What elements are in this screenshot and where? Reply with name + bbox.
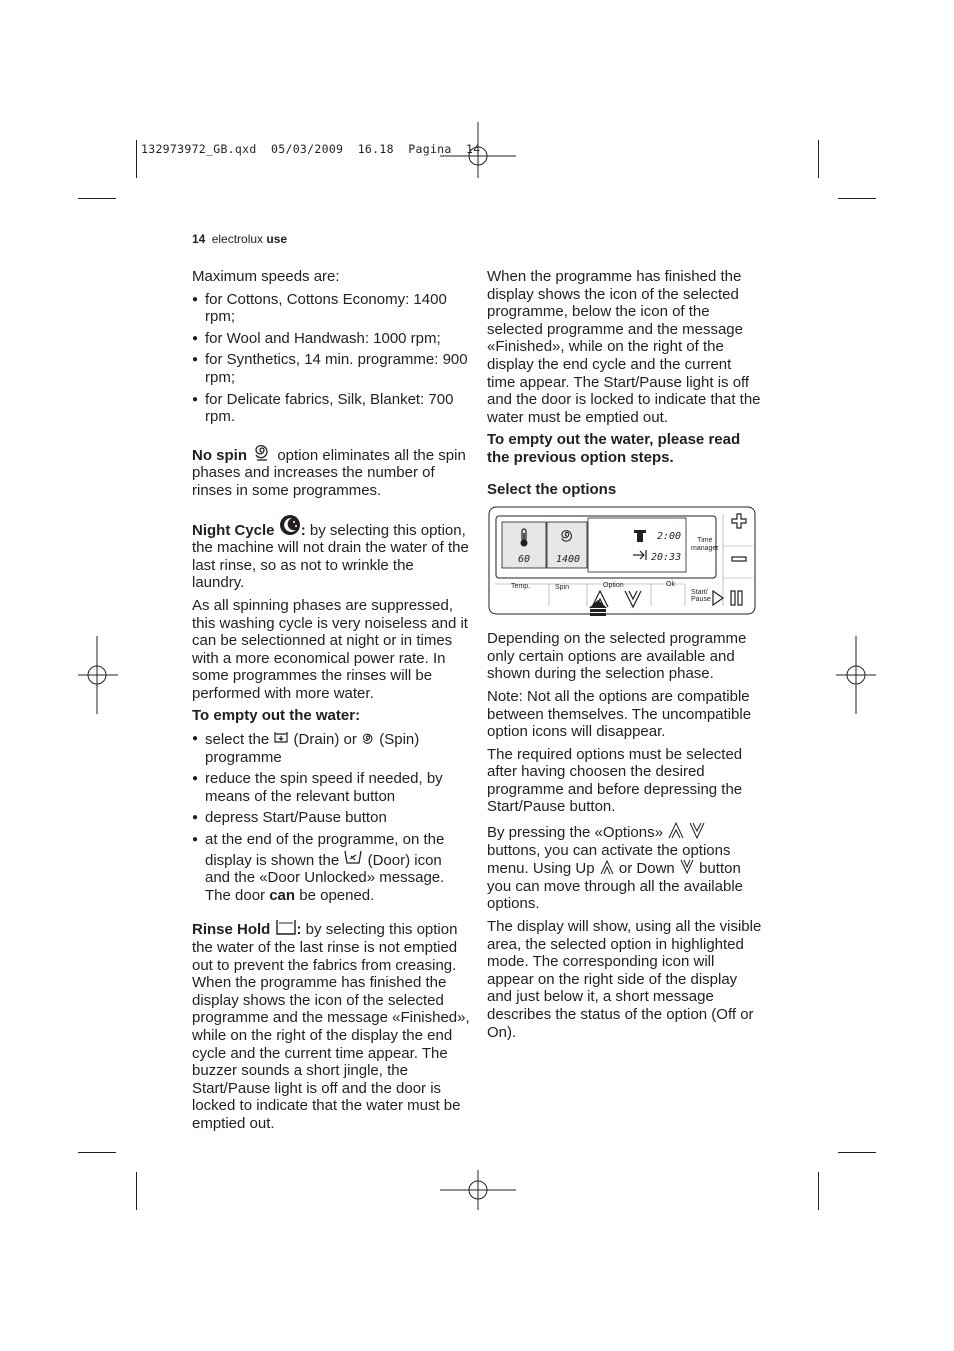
spin-label: Spin — [555, 584, 570, 592]
drain-icon — [273, 730, 289, 746]
empty-step: ● reduce the spin speed if needed, by means of the relevant button — [192, 770, 470, 805]
options-text: buttons, you can activate the options menu. Using Up — [487, 841, 731, 878]
empty-step-text: be opened. — [295, 886, 375, 904]
empty-step-text: (Drain) or — [289, 731, 362, 749]
empty-step-text: select the — [205, 731, 274, 749]
select-options-title: Select the options — [487, 480, 617, 498]
left-column — [192, 268, 470, 1138]
spin-icon — [559, 528, 575, 544]
options-text: or Down — [614, 860, 679, 878]
control-panel-illustration — [487, 504, 757, 616]
no-spin-title: No spin — [192, 446, 247, 464]
down-arrow-icon — [679, 859, 695, 875]
empty-step-text: (Spin) programme — [205, 731, 420, 766]
time-manager-label — [691, 537, 719, 553]
registration-mark-right — [836, 636, 876, 714]
rinse-hold-colon: : — [296, 921, 302, 939]
options-paragraph-4 — [487, 821, 762, 913]
up-arrow-icon — [599, 859, 615, 875]
rinse-hold-text: by selecting this option the water of the last rinse is not emptied out to prevent the fabrics from creasing. When the programme has finished the display shows the icon of the selected programme and the message «Finished», while on the right of the display the end cycle and the current time appear. The buzzer sounds a short jingle, the Start/Pause light is off and the door is locked to indicate that the water must be emptied out. — [192, 921, 470, 1132]
spin-icon — [361, 732, 375, 746]
options-paragraph-1: Depending on the selected programme only certain options are available and shown during the selection phase. — [487, 630, 747, 683]
time-current-value: 20:33 — [651, 552, 682, 564]
night-cycle-paragraph — [192, 514, 470, 592]
options-paragraph-5: The display will show, using all the visible area, the selected option in highlighted mode. The corresponding icon will appear on the right side of the display and just below it, a short message describes the status of the option (Off or On). — [487, 918, 762, 1041]
ok-label: Ok — [666, 581, 675, 589]
empty-step-text: at the end of the programme, on the display is shown the — [205, 831, 445, 869]
rinse-hold-paragraph — [192, 918, 470, 1132]
crop-mark — [818, 1172, 819, 1210]
programme-icon — [632, 529, 648, 543]
crop-mark — [136, 1172, 137, 1210]
plus-button[interactable] — [731, 513, 747, 529]
speed-item: ● for Wool and Handwash: 1000 rpm; — [192, 330, 470, 348]
crop-mark — [838, 1152, 876, 1153]
speed-item: ● for Delicate fabrics, Silk, Blanket: 700 rpm. — [192, 391, 470, 426]
finished-paragraph: When the programme has finished the display shows the icon of the selected programme, below the icon of the selected programme and the message «Finished», while on the right of the display the end cycle and the current time appear. The Start/Pause light is off and the door is locked to indicate that the water must be emptied out. — [487, 268, 761, 426]
up-down-buttons-icon — [667, 821, 709, 839]
no-spin-paragraph — [192, 440, 470, 500]
night-cycle-text-2: As all spinning phases are suppressed, this washing cycle is very noiseless and it can be selectionned at night or in times with a more economical power rate. In some programmes the rinses will be performed with more water. — [192, 596, 468, 702]
start-pause-label-2: Pause — [691, 596, 711, 604]
spin-value: 1400 — [556, 554, 581, 566]
rinse-hold-icon — [275, 918, 297, 936]
speed-item: ● for Synthetics, 14 min. programme: 900 rpm; — [192, 351, 470, 386]
crop-mark — [818, 140, 819, 178]
time-end-value: 2:00 — [657, 531, 682, 543]
start-pause-button[interactable] — [711, 589, 755, 607]
minus-button[interactable] — [731, 555, 747, 563]
empty-step: ● depress Start/Pause button — [192, 809, 470, 827]
spin-icon — [251, 440, 273, 462]
options-paragraph-2: Note: Not all the options are compatible between themselves. The uncompatible option icons will disappear. — [487, 687, 752, 741]
empty-step — [192, 730, 470, 766]
options-text: button you can move through all the available options. — [487, 860, 743, 913]
registration-mark-left — [78, 636, 118, 714]
brand-name: electrolux — [211, 232, 264, 246]
night-cycle-title: Night Cycle — [192, 521, 275, 539]
page-number: 14 — [192, 232, 206, 246]
empty-step — [192, 831, 470, 904]
registration-mark-bottom — [440, 1170, 516, 1210]
start-pause-label-1: Start/ — [691, 589, 708, 597]
empty-water-title: To empty out the water: — [192, 707, 361, 725]
night-cycle-icon — [279, 514, 301, 536]
page-header — [192, 232, 287, 246]
night-cycle-colon: : — [300, 521, 306, 539]
temperature-value: 60 — [518, 554, 531, 566]
max-speeds-intro: Maximum speeds are: — [192, 268, 340, 285]
down-button[interactable] — [622, 589, 644, 609]
start-pause-label — [691, 589, 711, 603]
time-manager-label-2: manager — [691, 545, 719, 553]
section-name: use — [266, 232, 288, 246]
empty-step-text: (Door) icon and the «Door Unlocked» message. The door — [205, 851, 445, 904]
print-slug: 132973972_GB.qxd 05/03/2009 16.18 Pagina 14 — [141, 142, 481, 156]
press-arrow-icon — [587, 600, 609, 616]
speed-item: ● for Cottons, Cottons Economy: 1400 rpm; — [192, 291, 470, 326]
rinse-hold-title: Rinse Hold — [192, 921, 271, 939]
crop-mark — [78, 1152, 116, 1153]
crop-mark — [78, 198, 116, 199]
temperature-icon — [519, 528, 529, 548]
time-manager-label-1: Time — [697, 537, 713, 545]
crop-mark — [838, 198, 876, 199]
temp-label: Temp. — [511, 583, 531, 591]
option-label: Option — [603, 582, 624, 590]
empty-step-emphasis: can — [269, 886, 296, 904]
no-spin-text: option eliminates all the spin phases and increases the number of rinses in some programmes. — [192, 446, 466, 499]
door-icon — [343, 849, 363, 867]
night-cycle-text: by selecting this option, the machine will not drain the water of the last rinse, so as not to wrinkle the laundry. — [192, 521, 469, 592]
empty-water-note: To empty out the water, please read the previous option steps. — [487, 431, 741, 466]
right-column — [487, 268, 762, 1046]
options-paragraph-3: The required options must be selected after having choosen the desired programme and before depressing the Start/Pause button. — [487, 745, 743, 816]
end-time-arrow-icon — [632, 549, 648, 561]
options-text: By pressing the «Options» — [487, 824, 668, 842]
crop-mark — [136, 140, 137, 178]
